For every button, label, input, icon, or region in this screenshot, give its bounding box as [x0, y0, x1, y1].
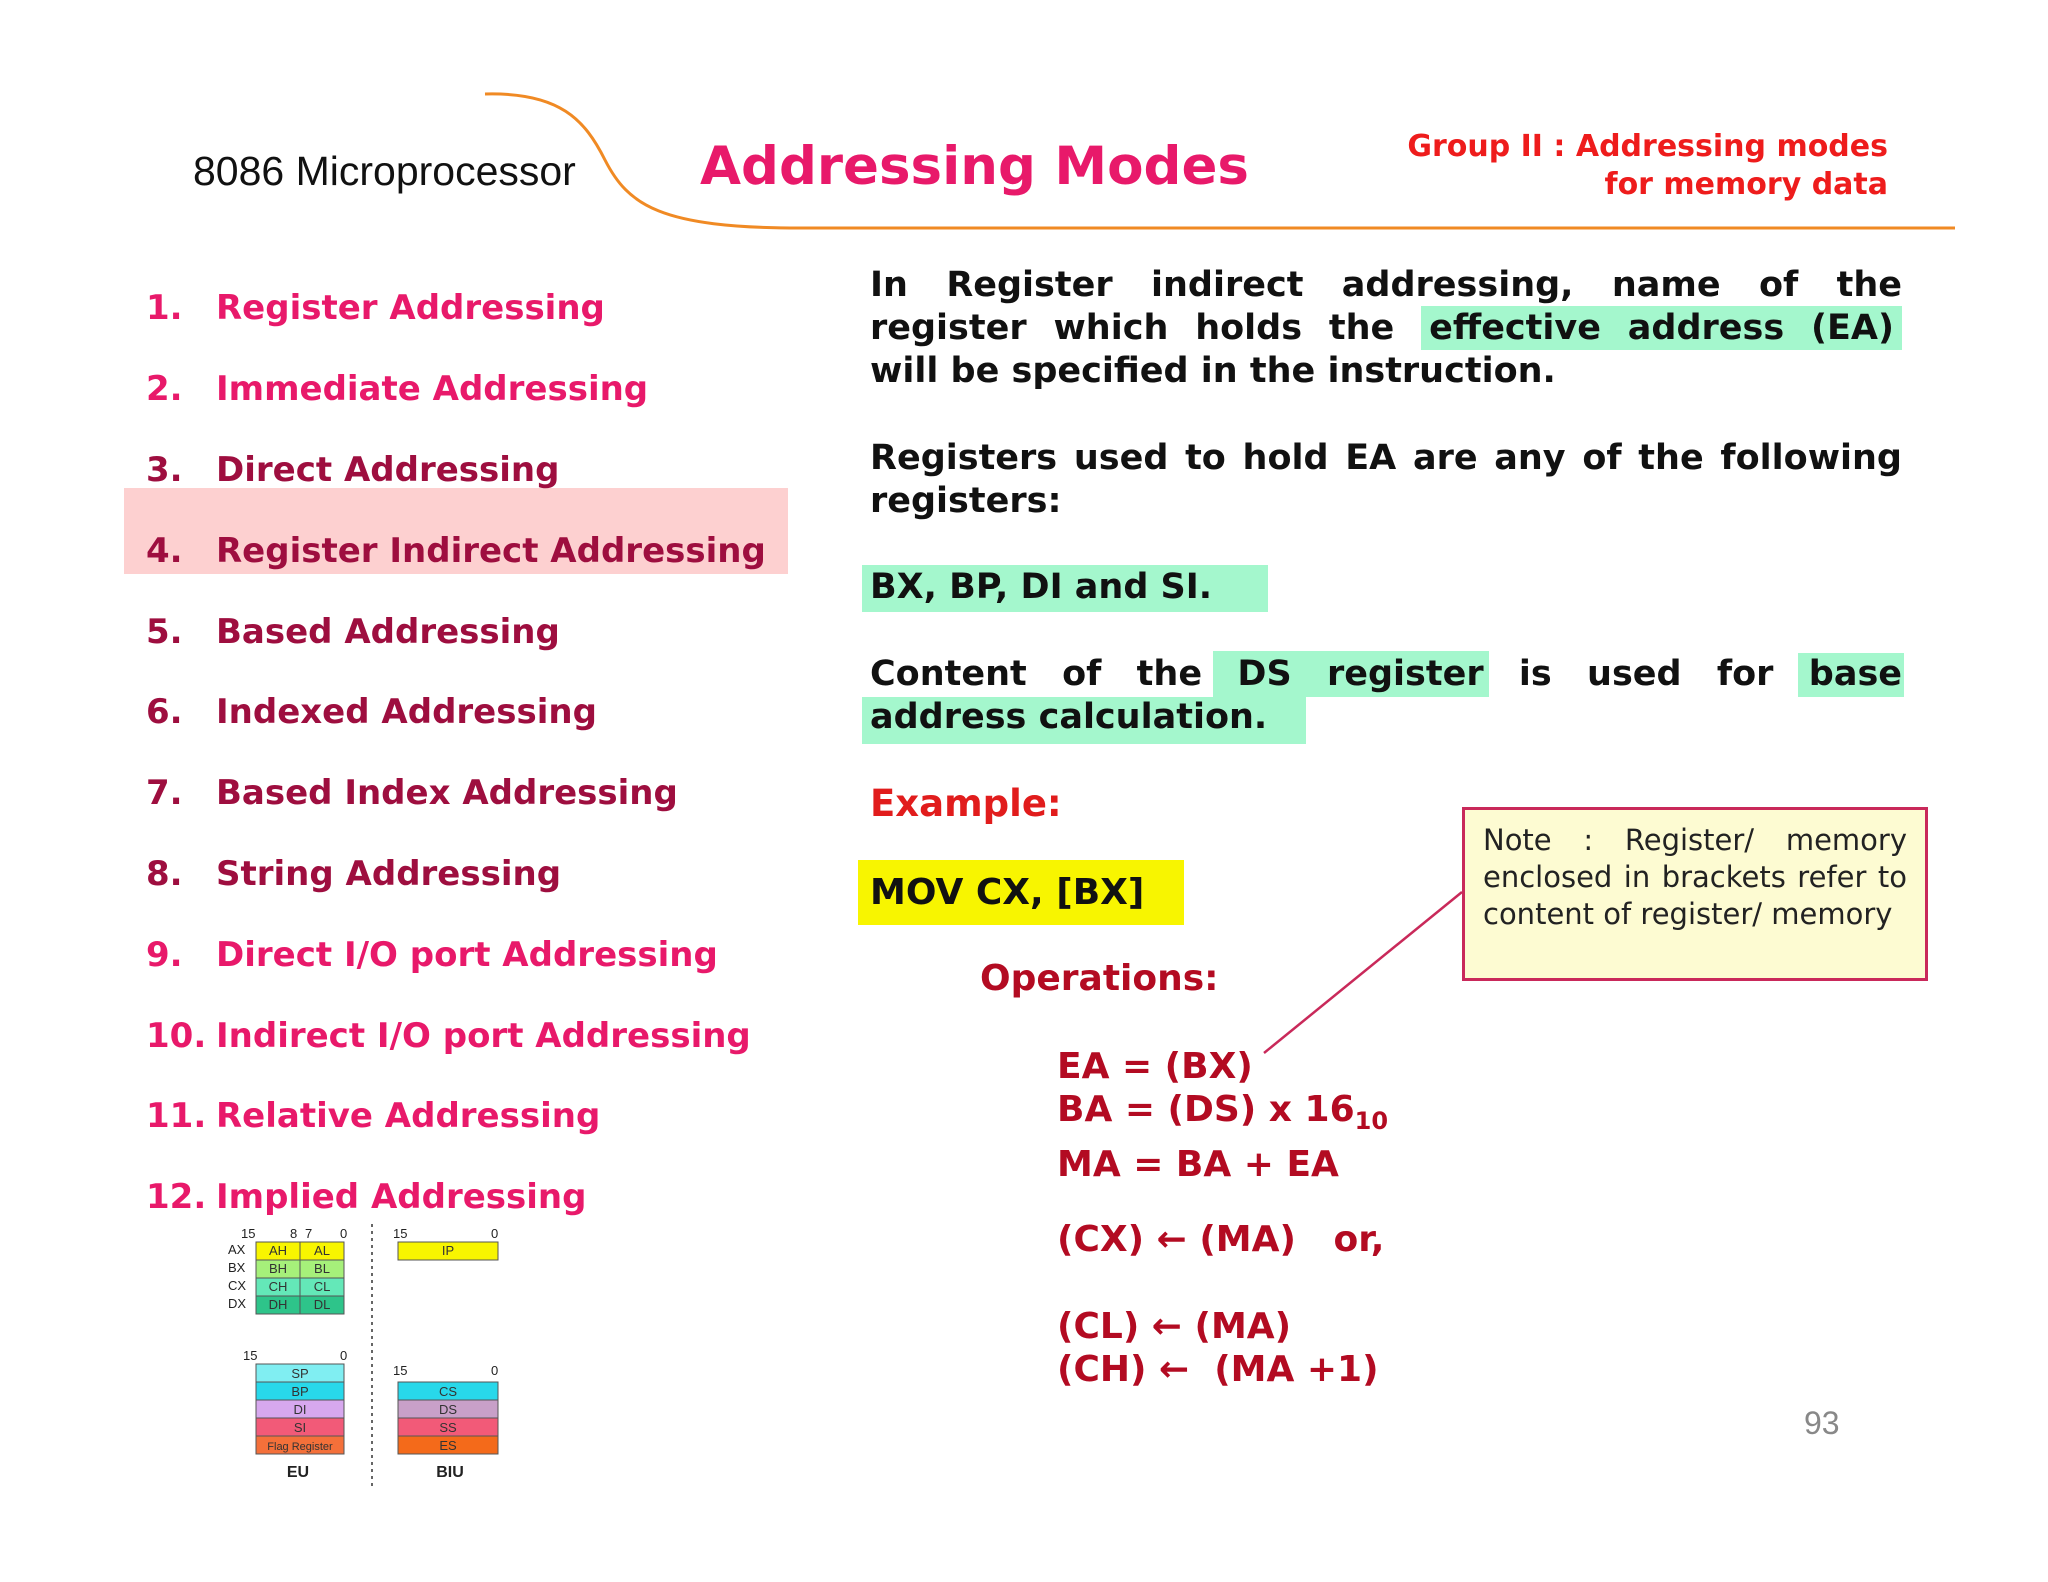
eu-label: EU	[286, 1464, 310, 1481]
reg-label-dx: DX	[228, 1296, 247, 1311]
toc-item-label: Implied Addressing	[216, 1177, 587, 1218]
reg-label-cx: CX	[228, 1278, 247, 1293]
group-heading-line1: Group II : Addressing modes	[1407, 129, 1888, 164]
reg-sp: SP	[291, 1366, 309, 1381]
reg-ss: SS	[439, 1420, 457, 1435]
reg-cs: CS	[438, 1384, 458, 1399]
reg-bl: BL	[314, 1261, 330, 1276]
biu-seg-bit-0: 0	[491, 1363, 499, 1378]
page-title: Addressing Modes	[700, 136, 1249, 197]
toc-item-number: 10.	[146, 1015, 207, 1056]
definition-line3: will be specified in the instruction.	[870, 351, 1556, 391]
biu-label: BIU	[436, 1464, 464, 1481]
reg-label-ax: AX	[228, 1242, 246, 1257]
eu-ptr-bit-0: 0	[340, 1348, 348, 1363]
reg-ds: DS	[438, 1402, 458, 1417]
toc-item-label: Relative Addressing	[216, 1096, 601, 1137]
biu-seg-bit-15: 15	[393, 1363, 408, 1378]
toc-item-label: Based Addressing	[216, 611, 560, 652]
toc-item-number: 6.	[146, 692, 183, 733]
op-cx: (CX) ← (MA) or,	[1057, 1219, 1385, 1260]
toc-item-number: 1.	[146, 288, 183, 329]
op-cl: (CL) ← (MA)	[1057, 1306, 1292, 1347]
group-heading-line2: for memory data	[1604, 167, 1888, 202]
reg-dl: DL	[313, 1297, 331, 1312]
toc-item-number: 5.	[146, 611, 183, 652]
toc-item-label: Based Index Addressing	[216, 773, 678, 814]
eu-bit-0: 0	[340, 1226, 348, 1241]
operations-label: Operations:	[980, 958, 1219, 999]
op-ba-subscript: 10	[1354, 1107, 1389, 1136]
effective-address-highlight: effective address (EA)	[1421, 306, 1902, 350]
reg-al: AL	[314, 1243, 330, 1258]
eu-bit-15: 15	[241, 1226, 256, 1241]
eu-bit-8: 8	[290, 1226, 298, 1241]
toc-item-number: 7.	[146, 773, 183, 814]
page-number: 93	[1804, 1405, 1840, 1441]
reg-flag: Flag Register	[267, 1441, 333, 1453]
toc-item-number: 11.	[146, 1096, 207, 1137]
toc-item-number: 4.	[146, 530, 183, 571]
reg-ch: CH	[268, 1279, 288, 1294]
ds-register-text: DS register	[1237, 654, 1484, 694]
op-ba-text: BA = (DS) x 16	[1057, 1089, 1355, 1130]
ds-line1-a: Content of the	[870, 654, 1203, 694]
eu-ptr-bit-15: 15	[243, 1348, 258, 1363]
reg-di: DI	[293, 1402, 307, 1417]
reg-ah: AH	[268, 1243, 288, 1258]
biu-ip-bit-15: 15	[393, 1226, 408, 1241]
biu-ip-bit-0: 0	[491, 1226, 499, 1241]
reg-ip: IP	[441, 1243, 455, 1258]
toc-item-number: 12.	[146, 1177, 207, 1218]
example-code: MOV CX, [BX]	[858, 860, 1184, 925]
definition-line2-text: register which holds the	[870, 308, 1395, 348]
reg-es: ES	[439, 1438, 457, 1453]
toc-item-label: Indexed Addressing	[216, 692, 597, 733]
reg-dh: DH	[268, 1297, 288, 1312]
toc-item-number: 9.	[146, 934, 183, 975]
registers-list: BX, BP, DI and SI.	[870, 567, 1213, 607]
op-ma: MA = BA + EA	[1057, 1144, 1339, 1186]
toc-item-label: Register Addressing	[216, 288, 605, 329]
eu-bit-7: 7	[305, 1226, 313, 1241]
address-calc-text: address calculation.	[870, 697, 1268, 737]
toc-item-label: String Addressing	[216, 853, 562, 894]
toc-item-number: 3.	[146, 449, 183, 490]
toc-item-label: Direct Addressing	[216, 449, 560, 490]
ds-line1-b: is used for	[1518, 654, 1774, 694]
course-title: 8086 Microprocessor	[193, 148, 576, 194]
reg-bp: BP	[291, 1384, 309, 1399]
reg-cl: CL	[313, 1279, 331, 1294]
toc-item-label: Direct I/O port Addressing	[216, 934, 718, 975]
reg-bh: BH	[268, 1261, 288, 1276]
toc-item-label: Register Indirect Addressing	[216, 530, 766, 571]
toc-item-label: Indirect I/O port Addressing	[216, 1015, 751, 1056]
note-box: Note : Register/ memory enclosed in brackets refer to content of register/ memory	[1462, 807, 1928, 981]
example-label: Example:	[870, 782, 1062, 825]
base-text: base	[1808, 654, 1903, 694]
reg-label-bx: BX	[228, 1260, 246, 1275]
toc-item-number: 2.	[146, 369, 183, 410]
reg-si: SI	[293, 1420, 307, 1435]
op-ch: (CH) ← (MA +1)	[1057, 1349, 1379, 1390]
toc-item-number: 8.	[146, 853, 183, 894]
registers-line1: Registers used to hold EA are any of the following	[870, 438, 1902, 478]
op-ea: EA = (BX)	[1057, 1046, 1253, 1087]
toc-item-label: Immediate Addressing	[216, 369, 649, 410]
definition-line1: In Register indirect addressing, name of the	[870, 265, 1902, 305]
registers-line2: registers:	[870, 481, 1062, 521]
